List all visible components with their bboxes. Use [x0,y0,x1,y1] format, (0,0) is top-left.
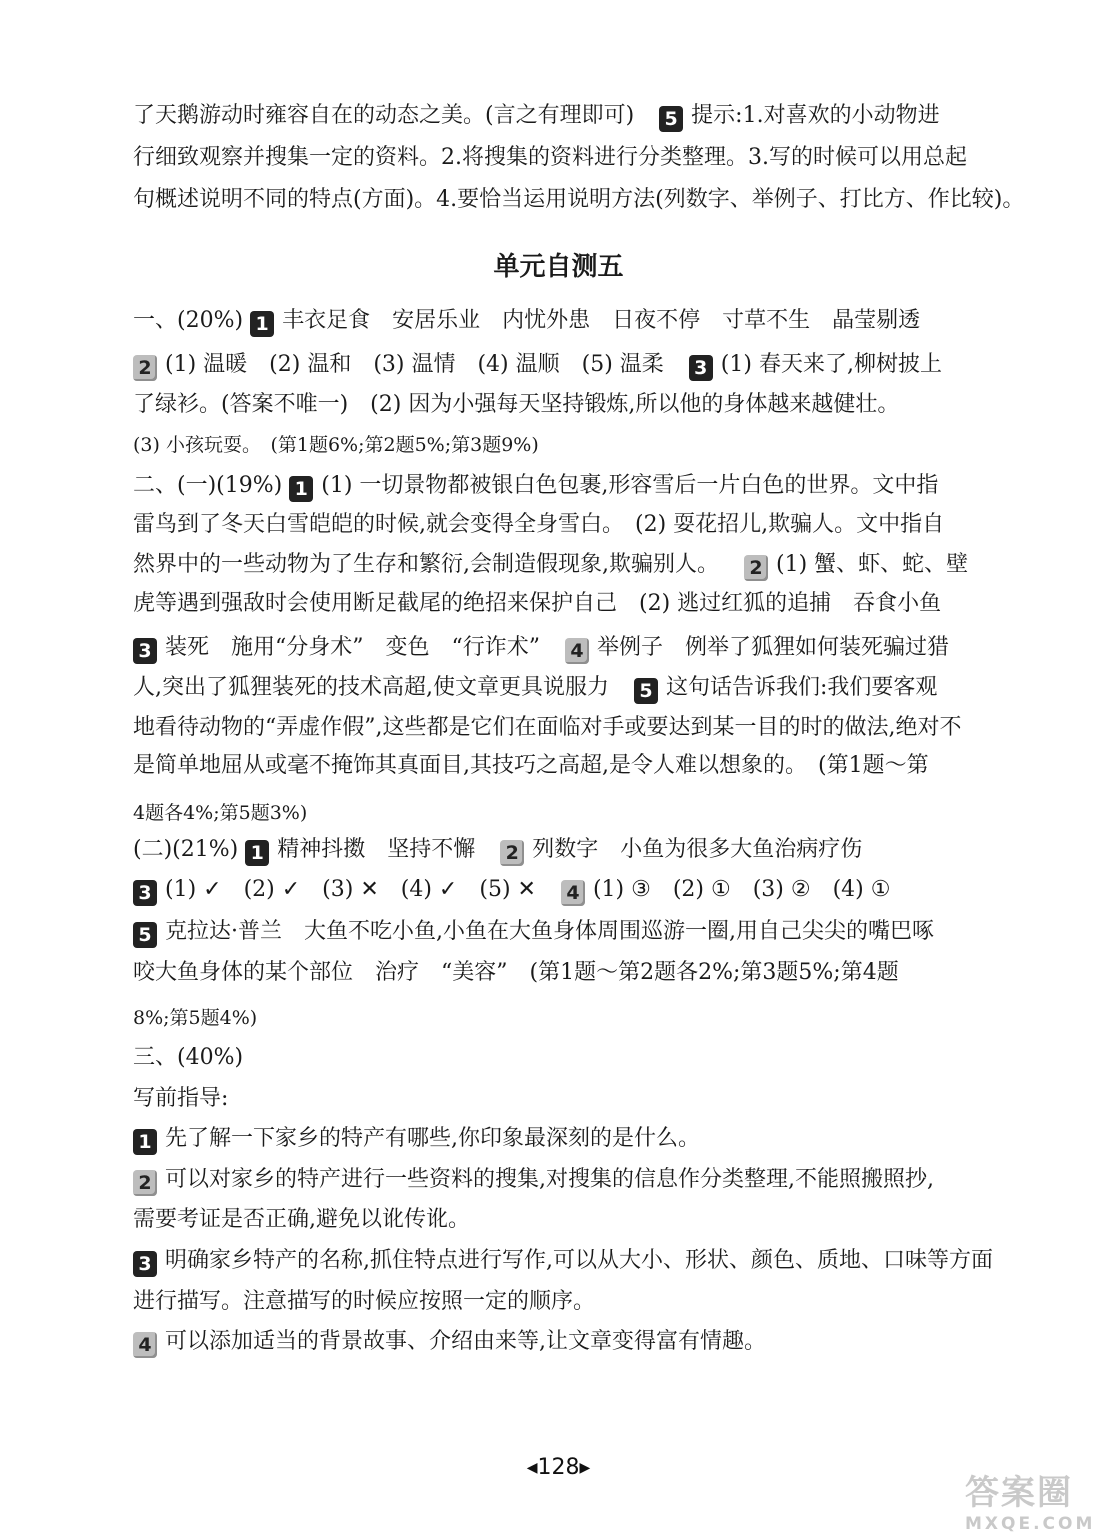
s3-tip-3-cont: 进行描写。注意描写的时候应按照一定的顺序。 [133,1289,596,1314]
s2a-line-9: 4题各4%;第5题3%) [133,802,308,824]
left-triangle-icon: ◀ [526,1460,538,1476]
s1-q3-answer: (1) 春天来了,柳树披上 [720,352,942,377]
intro-text: 了天鹅游动时雍容自在的动态之美。(言之有理即可) [133,103,635,128]
num-badge-2: 2 [133,1170,157,1196]
s2a-line-7: 地看待动物的“弄虚作假”,这些都是它们在面临对手或要达到某一目的时的做法,绝对不 [133,715,962,740]
num-badge-5: 5 [659,106,683,132]
watermark-url: MXQE.COM [965,1514,1096,1534]
s1-line-1 [133,307,1013,337]
s1-q1-answer: 丰衣足食 安居乐业 内忧外患 日夜不停 寸草不生 晶莹剔透 [282,308,921,333]
s2b-line-4: 咬大鱼身体的某个部位 治疗 “美容” (第1题～第2题各2%;第3题5%;第4题 [133,960,899,985]
num-badge-3: 3 [133,880,157,906]
s3-heading: 三、(40%) [133,1045,244,1070]
s2a-q5-answer: 这句话告诉我们:我们要客观 [666,675,938,700]
section-title: 单元自测五 [493,252,624,282]
num-badge-2: 2 [500,840,524,866]
num-badge-1: 1 [245,840,269,866]
num-badge-1: 1 [289,476,313,502]
s1-q2-answer: (1) 温暖 (2) 温和 (3) 温情 (4) 温顺 (5) 温柔 [165,352,664,377]
watermark-logo: 答案圈 [965,1473,1073,1513]
s2b-q1-answer: 精神抖擞 坚持不懈 [277,837,476,862]
num-badge-1: 1 [133,1129,157,1155]
s2b-line-5: 8%;第5题4%) [133,1007,258,1029]
s2a-heading: 二、(一)(19%) [133,473,283,498]
s3-tip-1 [133,1125,1013,1155]
page-number-text: 128 [537,1455,580,1480]
s2a-q3-answer: 装死 施用“分身术” 变色 “行诈术” [165,635,540,660]
s2b-q5-answer: 克拉达·普兰 大鱼不吃小鱼,小鱼在大鱼身体周围巡游一圈,用自己尖尖的嘴巴啄 [165,919,934,944]
s1-line-3: 了绿衫。(答案不唯一) (2) 因为小强每天坚持锻炼,所以他的身体越来越健壮。 [133,392,900,417]
s3-tip-1-text: 先了解一下家乡的特产有哪些,你印象最深刻的是什么。 [165,1126,700,1151]
s2a-q4-answer-end: 人,突出了狐狸装死的技术高超,使文章更具说服力 [133,675,609,700]
s3-tip-2-cont: 需要考证是否正确,避免以讹传讹。 [133,1207,470,1232]
num-badge-4: 4 [133,1332,157,1358]
s2b-line-3 [133,918,1013,948]
s1-line-2 [133,351,1013,381]
s2a-line-1 [133,472,1013,502]
watermark [965,1465,1115,1535]
num-badge-5: 5 [133,922,157,948]
s2a-q1-answer-end: 然界中的一些动物为了生存和繁衍,会制造假现象,欺骗别人。 [133,552,719,577]
s1-heading: 一、(20%) [133,308,244,333]
intro-line-1 [133,102,1013,132]
s2a-line-8: 是简单地屈从或毫不掩饰其真面目,其技巧之高超,是令人难以想象的。 (第1题～第 [133,753,929,778]
intro-line-2: 行细致观察并搜集一定的资料。2.将搜集的资料进行分类整理。3.写的时候可以用总起 [133,145,967,170]
s2b-line-2 [133,876,1013,906]
s3-tip-3-text: 明确家乡特产的名称,抓住特点进行写作,可以从大小、形状、颜色、质地、口味等方面 [165,1248,993,1273]
num-badge-1: 1 [250,311,274,337]
s2a-line-6 [133,674,1013,704]
s1-line-4: (3) 小孩玩耍。 (第1题6%;第2题5%;第3题9%) [133,434,539,456]
s3-tip-2-text: 可以对家乡的特产进行一些资料的搜集,对搜集的信息作分类整理,不能照搬照抄, [165,1167,934,1192]
s2b-q2-answer: 列数字 小鱼为很多大鱼治病疗伤 [532,837,863,862]
s3-tip-3 [133,1247,1013,1277]
num-badge-4: 4 [565,638,589,664]
num-badge-4: 4 [561,880,585,906]
num-badge-2: 2 [744,555,768,581]
intro-tip: 提示:1.对喜欢的小动物进 [691,103,940,128]
num-badge-3: 3 [133,1251,157,1277]
num-badge-2: 2 [133,355,157,381]
s2a-line-5 [133,634,1013,664]
s2a-line-2: 雷鸟到了冬天白雪皑皑的时候,就会变得全身雪白。 (2) 耍花招儿,欺骗人。文中指自 [133,512,945,537]
s2a-line-4: 虎等遇到强敌时会使用断足截尾的绝招来保护自己 (2) 逃过红狐的追捕 吞食小鱼 [133,591,942,616]
s3-tip-4 [133,1328,1013,1358]
num-badge-3: 3 [689,355,713,381]
s2a-q2-answer: (1) 蟹、虾、蛇、壁 [776,552,969,577]
right-triangle-icon: ▶ [579,1460,591,1476]
s3-tip-4-text: 可以添加适当的背景故事、介绍由来等,让文章变得富有情趣。 [165,1329,766,1354]
s2b-heading: (二)(21%) [133,837,239,862]
s2b-q4-answer: (1) ③ (2) ① (3) ② (4) ① [592,877,891,902]
s2b-q3-answer: (1) ✓ (2) ✓ (3) ✕ (4) ✓ (5) ✕ [165,877,536,902]
s2b-line-1 [133,836,1013,866]
page-number [0,1455,1117,1480]
intro-line-3: 句概述说明不同的特点(方面)。4.要恰当运用说明方法(列数字、举例子、打比方、作比较)。 [133,187,1025,212]
s2a-q4-answer: 举例子 例举了狐狸如何装死骗过猎 [597,635,950,660]
num-badge-3: 3 [133,638,157,664]
num-badge-5: 5 [634,678,658,704]
s2a-q1-answer: (1) 一切景物都被银白色包裹,形容雪后一片白色的世界。文中指 [321,473,939,498]
s3-guide: 写前指导: [133,1086,229,1111]
s2a-line-3 [133,551,1013,581]
s3-tip-2 [133,1166,1013,1196]
